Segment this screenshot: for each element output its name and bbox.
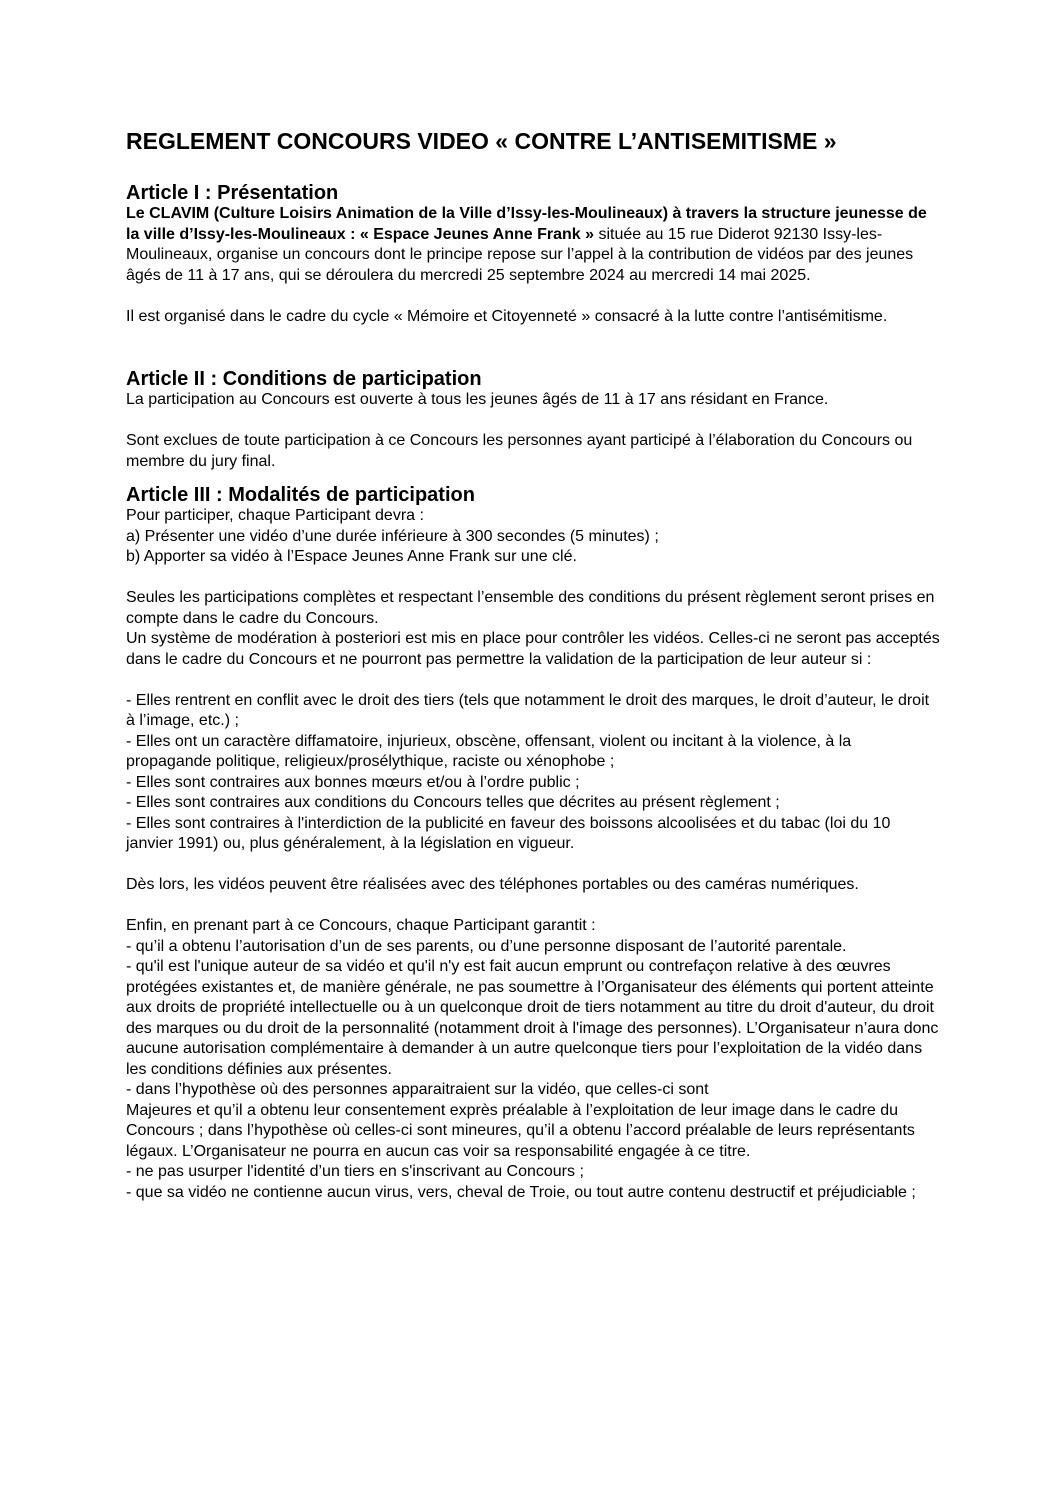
article-1-bold-intro: Le CLAVIM (Culture Loisirs Animation de la Ville d’Issy-les-Moulineaux) à travers la structure jeunesse de la ville d’Issy-les-Moulineaux : « Espace Jeunes Anne Frank » — [126, 205, 927, 243]
article-3-paragraph-systeme: Un système de modération à posteriori est mis en place pour contrôler les vidéos. Celles-ci ne seront pas acceptés dans le cadre du Concours et ne pourront pas permettre la validation de la participation de leur auteur si : — [126, 630, 940, 668]
article-1-paragraph-2: Il est organisé dans le cadre du cycle « Mémoire et Citoyenneté » consacré à la lutte contre l’antisémitisme. — [126, 307, 888, 325]
article-3-paragraph-enfin: Enfin, en prenant part à ce Concours, chaque Participant garantit : — [126, 917, 596, 934]
condition-item: - Elles sont contraires aux bonnes mœurs et/ou à l’ordre public ; — [126, 773, 580, 791]
article-2-heading: Article II : Conditions de participation — [126, 368, 482, 390]
article-1 — [126, 182, 941, 327]
guarantee-item: - ne pas usurper l'identité d’un tiers en s'inscrivant au Concours ; — [126, 1163, 584, 1180]
article-3-item-a: a) Présenter une vidéo d’une durée inférieure à 300 secondes (5 minutes) ; — [126, 527, 659, 545]
article-3 — [126, 484, 941, 1203]
article-1-paragraph-1-text: située au 15 rue Diderot 92130 Issy-les-Moulineaux, organise un concours dont le principe repose sur l’appel à la contribution de vidéos par des jeunes âgés de 11 à 17 ans, qui se déroulera du mercredi 25 septembre 2024 au mercredi 14 mai 2025. — [126, 225, 914, 284]
article-1-paragraph-1 — [126, 204, 941, 286]
article-3-paragraph-des-lors: Dès lors, les vidéos peuvent être réalisées avec des téléphones portables ou des caméras numériques. — [126, 876, 859, 893]
article-2-paragraph-2: Sont exclues de toute participation à ce Concours les personnes ayant participé à l’élaboration du Concours ou membre du jury final. — [126, 432, 913, 470]
condition-item: - Elles ont un caractère diffamatoire, injurieux, obscène, offensant, violent ou incitant à la violence, à la propagande politique, religieux/prosélythique, raciste ou xénophobe ; — [126, 732, 852, 770]
condition-item: - Elles rentrent en conflit avec le droit des tiers (tels que notamment le droit des marques, le droit d’auteur, le droit à l’image, etc.) ; — [126, 691, 930, 729]
condition-item: - Elles sont contraires à l'interdiction de la publicité en faveur des boissons alcoolisées et du tabac (loi du 10 janvier 1991) ou, plus généralement, à la législation en vigueur. — [126, 814, 891, 852]
guarantee-item: - qu'il est l'unique auteur de sa vidéo et qu'il n'y est fait aucun emprunt ou contrefaçon relative à des œuvres protégées existantes et, de manière générale, ne pas soumettre à l’Organisateur des éléments qui portent atteinte aux droits de propriété intellectuelle ou à un quelconque droit de tiers notamment au titre du droit d'auteur, du droit des marques ou du droit de la personnalité (notamment droit à l'image des personnes). L’Organisateur n’aura donc aucune autorisation complémentaire à demander à un autre quelconque tiers pour l’exploitation de la vidéo dans les conditions définies aux présentes. — [126, 958, 939, 1078]
document-title: REGLEMENT CONCOURS VIDEO « CONTRE L’ANTISEMITISME » — [126, 128, 837, 154]
article-2-paragraph-1: La participation au Concours est ouverte à tous les jeunes âgés de 11 à 17 ans résidant en France. — [126, 391, 829, 408]
article-3-heading: Article III : Modalités de participation — [126, 484, 475, 506]
article-2 — [126, 368, 941, 472]
condition-item: - Elles sont contraires aux conditions du Concours telles que décrites au présent règlement ; — [126, 794, 780, 811]
guarantee-item: - qu’il a obtenu l’autorisation d’un de ses parents, ou d’une personne disposant de l’autorité parentale. — [126, 937, 847, 955]
guarantee-item: Majeures et qu’il a obtenu leur consentement exprès préalable à l’exploitation de leur image dans le cadre du Concours ; dans l’hypothèse où celles-ci sont mineures, qu’il a obtenu l’accord préalable de leurs représentants légaux. L’Organisateur ne pourra en aucun cas voir sa responsabilité engagée à ce titre. — [126, 1101, 915, 1160]
document-body — [126, 126, 941, 1203]
article-3-intro: Pour participer, chaque Participant devra : — [126, 507, 424, 524]
guarantee-item: - dans l’hypothèse où des personnes apparaitraient sur la vidéo, que celles-ci sont — [126, 1081, 709, 1098]
article-1-heading: Article I : Présentation — [126, 182, 339, 204]
guarantee-item: - que sa vidéo ne contienne aucun virus, vers, cheval de Troie, ou tout autre contenu destructif et préjudiciable ; — [126, 1183, 916, 1201]
article-3-paragraph-seules: Seules les participations complètes et respectant l’ensemble des conditions du présent règlement seront prises en compte dans le cadre du Concours. — [126, 589, 935, 627]
article-3-item-b: b) Apporter sa vidéo à l’Espace Jeunes Anne Frank sur une clé. — [126, 548, 577, 565]
